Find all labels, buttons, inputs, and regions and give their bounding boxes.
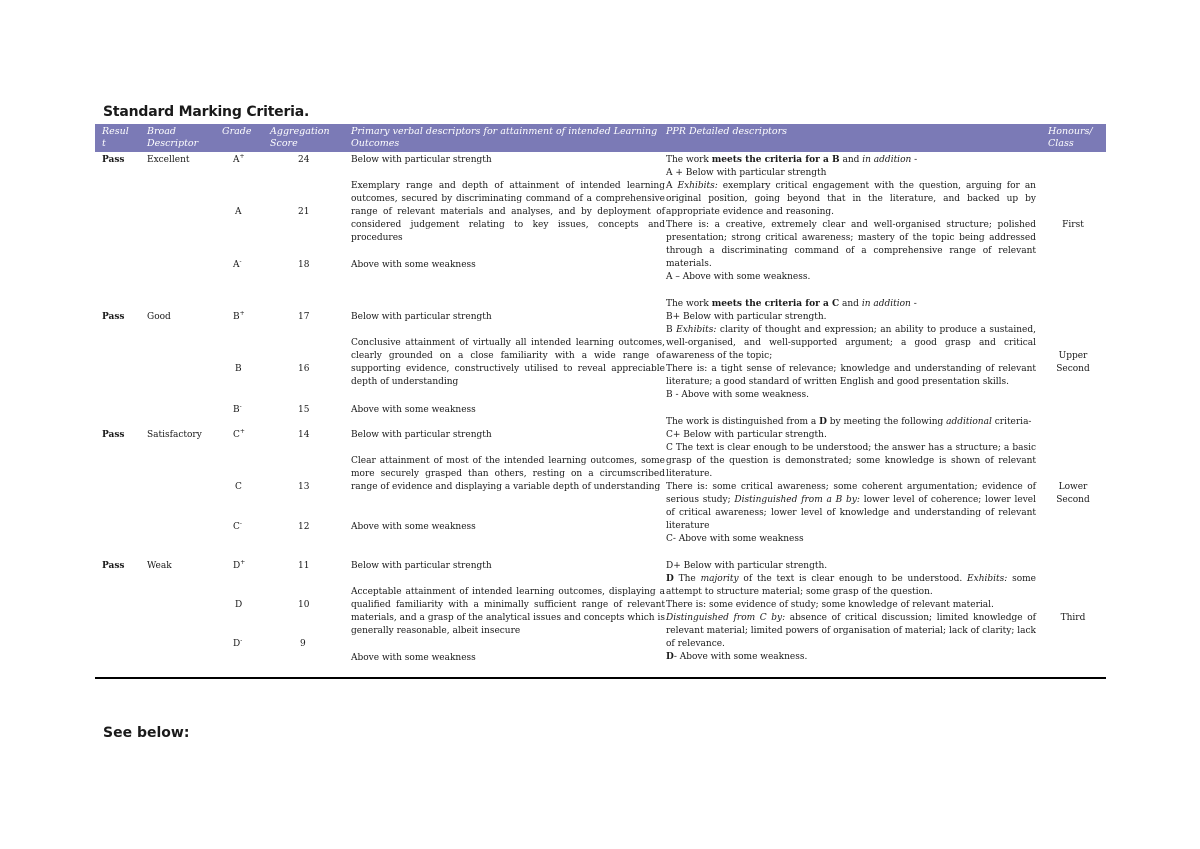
score-a: 21: [298, 207, 310, 217]
grade-d: D: [235, 600, 243, 610]
see-below-note: See below:: [103, 725, 190, 741]
honours-first: First: [1062, 220, 1084, 230]
honours-upper-second: Upper Second: [1056, 351, 1090, 374]
score-a-plus: 24: [298, 155, 310, 165]
primary-good-strong: Below with particular strength: [351, 312, 492, 322]
score-d: 10: [298, 600, 310, 610]
document-title: Standard Marking Criteria.: [103, 104, 310, 120]
grade-b-minus: B-: [233, 403, 242, 415]
grade-a-plus: A+: [233, 153, 245, 165]
table-header: [95, 124, 1106, 152]
score-b: 16: [298, 364, 310, 374]
grade-a-minus: A-: [233, 258, 242, 270]
header-grade: Grade: [222, 126, 252, 137]
score-c-plus: 14: [298, 430, 310, 440]
score-a-minus: 18: [298, 260, 310, 270]
grade-a: A: [235, 207, 242, 217]
primary-excellent-weak: Above with some weakness: [351, 260, 476, 270]
ppr-weak: D+ Below with particular strength. D The majority of the text is clear enough to be understood. Exhibits: some attempt to structure material; some grasp of the question. There is: some evidence of study; some knowledge of relevant material. Distinguished from C by: absence of critical discussion; limited knowledge of relevant material; limited powers of organisation of material; lack of clarity; lack of relevance. D- Above with some weakness.: [666, 561, 1036, 662]
result-weak: Pass: [102, 561, 125, 571]
broad-weak: Weak: [147, 561, 172, 571]
header-aggregation-score: Aggregation Score: [270, 126, 330, 149]
result-good: Pass: [102, 312, 125, 322]
header-ppr-descriptors: PPR Detailed descriptors: [666, 126, 787, 137]
header-result: Resul t: [102, 126, 129, 149]
primary-satisfactory-weak: Above with some weakness: [351, 522, 476, 532]
grade-c-minus: C-: [233, 520, 242, 532]
result-satisfactory: Pass: [102, 430, 125, 440]
result-excellent: Pass: [102, 155, 125, 165]
grade-c-plus: C+: [233, 428, 245, 440]
grade-b: B: [235, 364, 242, 374]
primary-weak-descriptor: Acceptable attainment of intended learning outcomes, displaying a qualified familiarity with a minimally sufficient range of relevant materials, and a grasp of the analytical issues and concepts which is generally reasonable, albeit insecure: [351, 587, 665, 636]
ppr-excellent: The work meets the criteria for a B and in addition - A + Below with particular strength A Exhibits: exemplary critical engagement with the question, arguing for an original position, going beyond that in the literature, and backed up by appropriate evidence and reasoning. There is: a creative, extremely clear and well-organised structure; polished presentation; strong critical awareness; mastery of the topic being addressed through a discriminating command of a comprehensive range of relevant materials. A – Above with some weakness.: [666, 155, 1036, 282]
header-broad-descriptor: Broad Descriptor: [147, 126, 199, 149]
score-b-plus: 17: [298, 312, 310, 322]
broad-excellent: Excellent: [147, 155, 190, 165]
grade-b-plus: B+: [233, 310, 245, 322]
primary-excellent-strong: Below with particular strength: [351, 155, 492, 165]
honours-lower-second: Lower Second: [1056, 482, 1090, 505]
score-d-minus: 9: [300, 639, 306, 649]
honours-third: Third: [1060, 613, 1086, 623]
score-c-minus: 12: [298, 522, 310, 532]
grade-d-plus: D+: [233, 559, 246, 571]
grade-c: C: [235, 482, 242, 492]
primary-good-weak: Above with some weakness: [351, 405, 476, 415]
score-c: 13: [298, 482, 310, 492]
ppr-good: The work meets the criteria for a C and in addition - B+ Below with particular strength. B Exhibits: clarity of thought and expression; an ability to produce a sustained, well-organised, and well-supported argument; a good grasp and critical awareness of the topic; There is: a tight sense of relevance; knowledge and understanding of relevant literature; a good standard of written English and good presentation skills. B - Above with some weakness.: [666, 299, 1036, 400]
header-primary-descriptors: Primary verbal descriptors for attainment of intended Learning Outcomes: [351, 126, 658, 149]
marking-criteria-table: [95, 124, 1106, 679]
primary-satisfactory-strong: Below with particular strength: [351, 430, 492, 440]
primary-weak-strong: Below with particular strength: [351, 561, 492, 571]
header-honours-class: Honours/ Class: [1048, 126, 1093, 149]
broad-satisfactory: Satisfactory: [147, 430, 202, 440]
primary-excellent-descriptor: Exemplary range and depth of attainment of intended learning outcomes, secured by discriminating command of a comprehensive range of relevant materials and analyses, and by deployment of considered judgement relating to key issues, concepts and procedures: [351, 181, 665, 243]
score-d-plus: 11: [298, 561, 310, 571]
grade-d-minus: D-: [233, 637, 243, 649]
primary-weak-weak: Above with some weakness: [351, 653, 476, 663]
ppr-satisfactory: The work is distinguished from a D by meeting the following additional criteria- C+ Below with particular strength. C The text is clear enough to be understood; the answer has a structure; a basic grasp of the question is demonstrated; some knowledge is shown of relevant literature. There is: some critical awareness; some coherent argumentation; evidence of serious study; Distinguished from a B by: lower level of coherence; lower level of critical awareness; lower level of knowledge and understanding of relevant literature C- Above with some weakness: [666, 417, 1036, 544]
primary-good-descriptor: Conclusive attainment of virtually all intended learning outcomes, clearly grounded on a close familiarity with a wide range of supporting evidence, constructively utilised to reveal appreciable depth of understanding: [351, 338, 665, 387]
primary-satisfactory-descriptor: Clear attainment of most of the intended learning outcomes, some more securely grasped than others, resting on a circumscribed range of evidence and displaying a variable depth of understanding: [351, 456, 665, 492]
score-b-minus: 15: [298, 405, 310, 415]
broad-good: Good: [147, 312, 171, 322]
